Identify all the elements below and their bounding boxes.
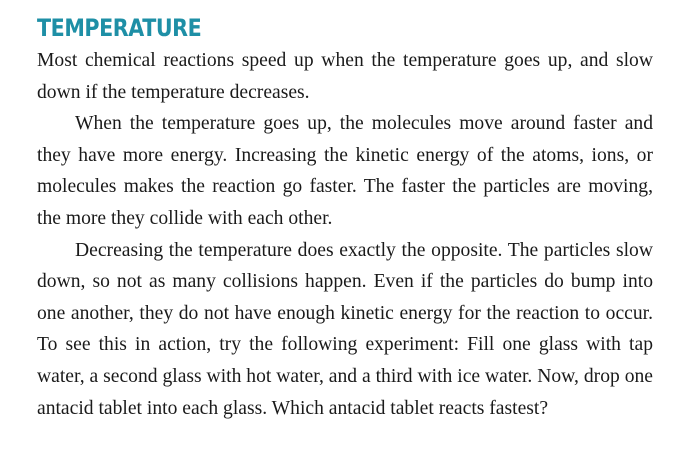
section-heading: TEMPERATURE <box>37 14 202 42</box>
paragraph-temperature-down: Decreasing the temperature does exactly the opposite. The particles slow down, so not as many collisions happen. Even if the particles do bump into one another, they do not have enough kinetic energy for the reaction to occur. To see this in action, try the following experiment: Fill one glass with tap water, a second glass with hot water, and a third with ice water. Now, drop one antacid tablet into each glass. Which antacid tablet reacts fastest? <box>37 239 653 419</box>
paragraph-temperature-up: When the temperature goes up, the molecules move around faster and they have more energy. Increasing the kinetic energy of the atoms, ions, or molecules makes the reaction go faster. The faster the particles are moving, the more they collide with each other. <box>37 113 653 229</box>
paragraph-intro: Most chemical reactions speed up when the temperature goes up, and slow down if the temperature decreases. <box>37 50 653 103</box>
